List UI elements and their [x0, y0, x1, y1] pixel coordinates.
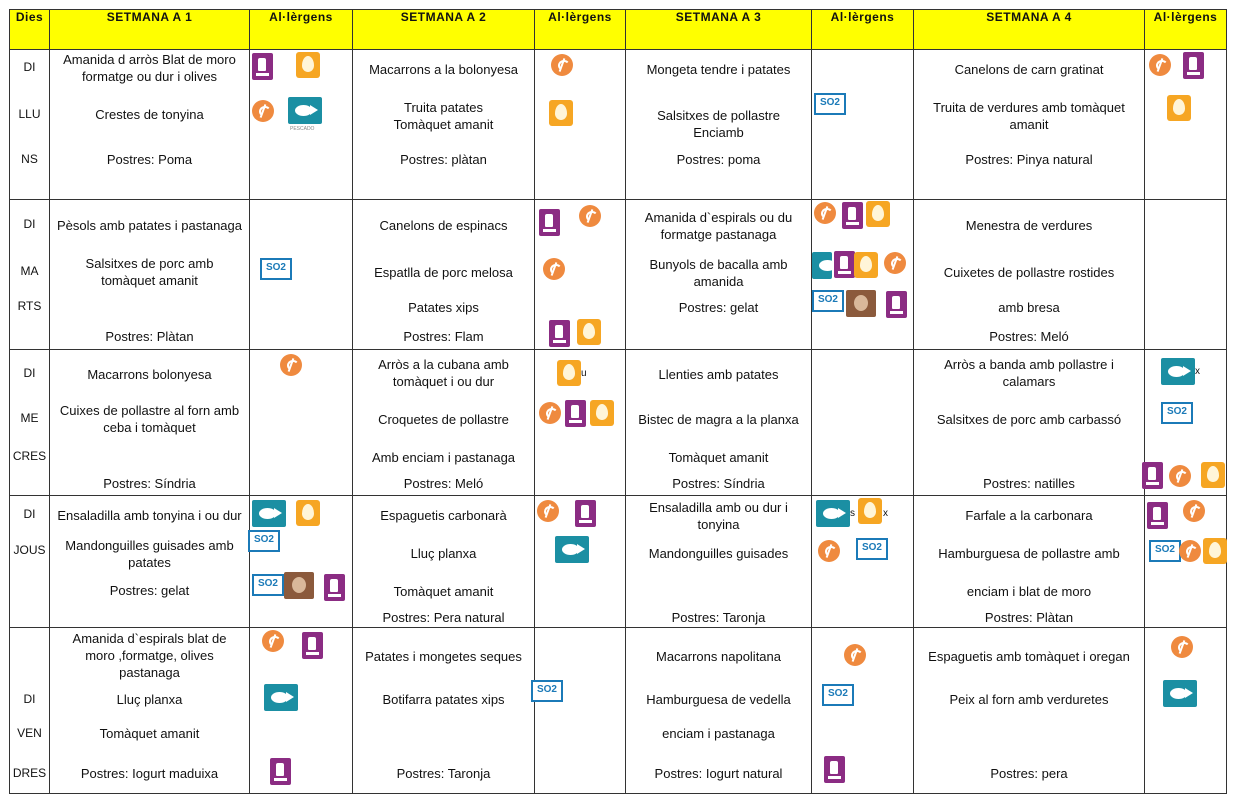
meal-line: Truita patates	[403, 100, 483, 115]
meal-cell	[626, 200, 812, 350]
note-mark: x	[1195, 366, 1200, 377]
meal-cell	[50, 496, 250, 628]
gluten-icon	[884, 252, 906, 274]
meal-line: Ensaladilla amb tonyina i ou dur	[57, 508, 242, 523]
meal-line: Lluç planxa	[410, 546, 477, 561]
header-row	[10, 10, 1227, 50]
meal-line: Postres: Síndria	[103, 476, 196, 491]
meal-line: Tomàquet amanit	[393, 584, 494, 599]
meal-line: Postres: Meló	[403, 476, 484, 491]
meal-line: Menestra de verdures	[965, 218, 1093, 233]
meal-line: Cuixetes de pollastre rostides	[943, 265, 1115, 280]
meal-line: Truita de verdures amb tomàquet	[933, 100, 1125, 115]
huevos-icon	[296, 500, 320, 526]
allergen-cell	[812, 50, 914, 200]
gluten-icon	[844, 644, 866, 666]
header-days: Dies	[10, 10, 50, 50]
header-allergens-3: Al·lèrgens	[812, 10, 914, 50]
frutos-secos-icon	[284, 572, 314, 599]
allergen-cell	[535, 350, 626, 496]
meal-line: Botifarra patates xips	[382, 692, 505, 707]
meal-line: Canelons de espinacs	[379, 218, 508, 233]
meal-line: Postres: plàtan	[400, 152, 487, 167]
meal-line: Salsitxes de porc amb	[85, 256, 214, 271]
meal-line: calamars	[1002, 374, 1056, 389]
lacteos-icon	[575, 500, 596, 527]
lacteos-icon	[1142, 462, 1163, 489]
meal-line: formatge ou dur i olives	[81, 69, 218, 84]
pescado-label: PESCADO	[290, 126, 315, 132]
gluten-icon	[1179, 540, 1201, 562]
meal-line: tonyina	[697, 517, 740, 532]
lacteos-icon	[886, 291, 907, 318]
pescado-icon	[252, 500, 286, 527]
day-cell	[10, 496, 50, 628]
lacteos-icon	[842, 202, 863, 229]
meal-cell	[914, 350, 1145, 496]
meal-line: moro ,formatge, olives	[85, 648, 214, 663]
meal-line: Postres: gelat	[678, 300, 759, 315]
meal-line: Tomàquet amanit	[668, 450, 769, 465]
sulfitos-icon: SO2	[1149, 540, 1181, 562]
meal-line: Postres: natilles	[983, 476, 1075, 491]
meal-line: formatge pastanaga	[660, 227, 777, 242]
allergen-cell	[535, 628, 626, 794]
lacteos-icon	[324, 574, 345, 601]
meal-line: Postres: Plàtan	[105, 329, 194, 344]
allergen-cell	[535, 496, 626, 628]
lacteos-icon	[824, 756, 845, 783]
meal-line: Croquetes de pollastre	[378, 412, 509, 427]
meal-line: Postres: poma	[676, 152, 761, 167]
allergen-cell	[250, 350, 353, 496]
meal-line: Arròs a banda amb pollastre i	[944, 357, 1114, 372]
allergen-cell	[1145, 200, 1227, 350]
meal-line: Postres: Plàtan	[984, 610, 1074, 625]
huevos-icon	[577, 319, 601, 345]
meal-line: Peix al forn amb verduretes	[949, 692, 1109, 707]
lacteos-icon	[1147, 502, 1168, 529]
allergen-cell	[535, 50, 626, 200]
sulfitos-icon: SO2	[822, 684, 854, 706]
lacteos-icon	[270, 758, 291, 785]
sulfitos-icon: SO2	[856, 538, 888, 560]
meal-line: Macarrons napolitana	[655, 649, 782, 664]
lacteos-icon	[549, 320, 570, 347]
meal-line: Postres: Meló	[989, 329, 1069, 344]
allergen-cell	[1145, 50, 1227, 200]
row-dimarts	[10, 200, 1227, 350]
meal-line: Espaguetis carbonarà	[380, 508, 507, 523]
gluten-icon	[1171, 636, 1193, 658]
huevos-icon	[1203, 538, 1227, 564]
allergen-cell	[812, 200, 914, 350]
meal-line: Postres: Pera natural	[382, 610, 505, 625]
meal-line: Postres: Taronja	[396, 766, 491, 781]
gluten-icon	[1169, 465, 1191, 487]
meal-line: Macarrons bolonyesa	[87, 367, 212, 382]
huevos-icon	[866, 201, 890, 227]
meal-line: Postres: Pinya natural	[965, 152, 1093, 167]
meal-cell	[626, 350, 812, 496]
meal-line: Amanida d arròs Blat de moro	[63, 52, 236, 67]
gluten-icon	[280, 354, 302, 376]
meal-line: ceba i tomàquet	[103, 420, 196, 435]
meal-line: Macarrons a la bolonyesa	[369, 62, 518, 77]
meal-line: Arròs a la cubana amb	[378, 357, 509, 372]
lacteos-icon	[565, 400, 586, 427]
meal-line: Patates xips	[408, 300, 479, 315]
pescado-icon	[1161, 358, 1195, 385]
gluten-icon	[543, 258, 565, 280]
meal-cell	[914, 50, 1145, 200]
allergen-cell	[1145, 628, 1227, 794]
gluten-icon	[818, 540, 840, 562]
meal-line: Salsitxes de porc amb carbassó	[936, 412, 1122, 427]
meal-cell	[353, 50, 535, 200]
header-week4: SETMANA A 4	[914, 10, 1145, 50]
lacteos-icon	[539, 209, 560, 236]
sulfitos-icon: SO2	[812, 290, 844, 312]
meal-line: Espaguetis amb tomàquet i oregan	[928, 649, 1130, 664]
row-dimecres	[10, 350, 1227, 496]
header-week1: SETMANA A 1	[50, 10, 250, 50]
meal-cell	[50, 50, 250, 200]
meal-line: Postres: Flam	[403, 329, 484, 344]
sulfitos-icon: SO2	[248, 530, 280, 552]
day-cell	[10, 628, 50, 794]
meal-line: Tomàquet amanit	[393, 117, 494, 132]
pescado-icon	[1163, 680, 1197, 707]
meal-line: Amb enciam i pastanaga	[371, 450, 516, 465]
meal-cell	[914, 496, 1145, 628]
meal-cell	[353, 628, 535, 794]
allergen-cell	[250, 200, 353, 350]
meal-cell	[50, 350, 250, 496]
huevos-icon	[590, 400, 614, 426]
allergen-cell	[812, 496, 914, 628]
meal-line: pastanaga	[119, 665, 180, 680]
meal-line: Salsitxes de pollastre Enciamb	[657, 108, 780, 140]
meal-line: Canelons de carn gratinat	[954, 62, 1104, 77]
meal-line: enciam i blat de moro	[966, 584, 1092, 599]
sulfitos-icon: SO2	[814, 93, 846, 115]
day-part: JOUS	[13, 543, 46, 557]
allergen-cell	[812, 628, 914, 794]
meal-line: patates	[128, 555, 171, 570]
meal-line: amanida	[693, 274, 744, 289]
huevos-icon	[854, 252, 878, 278]
meal-line: Postres: pera	[990, 766, 1068, 781]
header-allergens-4: Al·lèrgens	[1145, 10, 1227, 50]
huevos-icon	[1201, 462, 1225, 488]
gluten-icon	[1149, 54, 1171, 76]
frutos-secos-icon	[846, 290, 876, 317]
gluten-icon	[1183, 500, 1205, 522]
huevos-icon	[557, 360, 581, 386]
header-allergens-2: Al·lèrgens	[535, 10, 626, 50]
meal-line: tomàquet amanit	[101, 273, 198, 288]
meal-line: Espatlla de porc melosa	[374, 265, 513, 280]
day-cell	[10, 350, 50, 496]
pescado-icon	[816, 500, 850, 527]
header-allergens-1: Al·lèrgens	[250, 10, 353, 50]
meal-line: Postres: Poma	[106, 152, 193, 167]
day-part: DI	[23, 692, 36, 706]
allergen-cell	[1145, 496, 1227, 628]
meal-line: Bistec de magra a la planxa	[638, 412, 799, 427]
pescado-icon	[812, 252, 832, 279]
day-cell	[10, 50, 50, 200]
day-part: VEN	[17, 726, 42, 740]
meal-line: Hamburguesa de pollastre amb	[938, 546, 1120, 561]
meal-cell	[914, 200, 1145, 350]
pescado-icon	[555, 536, 589, 563]
meal-line: Amanida d`espirals blat de	[72, 631, 227, 646]
day-part: LLU	[18, 107, 41, 121]
sulfitos-icon: SO2	[260, 258, 292, 280]
day-part: DI	[23, 507, 36, 521]
meal-line: Crestes de tonyina	[95, 107, 204, 122]
meal-line: Patates i mongetes seques	[365, 649, 522, 664]
row-dijous	[10, 496, 1227, 628]
meal-line: Postres: Iogurt maduixa	[80, 766, 219, 781]
row-divendres	[10, 628, 1227, 794]
gluten-icon	[579, 205, 601, 227]
meal-line: Ensaladilla amb ou dur i	[649, 500, 788, 515]
pescado-icon	[288, 97, 322, 124]
meal-line: Mandonguilles guisades	[648, 546, 789, 561]
day-part: ME	[20, 411, 39, 425]
meal-line: amb bresa	[998, 300, 1060, 315]
meal-line: amanit	[1009, 117, 1049, 132]
day-part: CRES	[12, 449, 47, 463]
note-mark: u	[581, 368, 587, 379]
meal-cell	[353, 350, 535, 496]
gluten-icon	[539, 402, 561, 424]
lacteos-icon	[302, 632, 323, 659]
day-part: DRES	[12, 766, 47, 780]
allergen-cell	[250, 628, 353, 794]
allergen-cell	[250, 496, 353, 628]
day-part: RTS	[17, 299, 42, 313]
meal-line: Pèsols amb patates i pastanaga	[56, 218, 242, 233]
day-part: DI	[23, 60, 36, 74]
meal-cell	[914, 628, 1145, 794]
meal-cell	[626, 628, 812, 794]
huevos-icon	[296, 52, 320, 78]
meal-line: Postres: gelat	[109, 583, 190, 598]
huevos-icon	[549, 100, 573, 126]
day-cell	[10, 200, 50, 350]
meal-line: Mandonguilles guisades amb	[65, 538, 234, 553]
meal-cell	[353, 496, 535, 628]
sulfitos-icon: SO2	[252, 574, 284, 596]
huevos-icon	[1167, 95, 1191, 121]
meal-line: Tomàquet amanit	[99, 726, 200, 741]
gluten-icon	[262, 630, 284, 652]
gluten-icon	[814, 202, 836, 224]
meal-line: Llenties amb patates	[658, 367, 779, 382]
meal-line: Amanida d`espirals ou du	[644, 210, 793, 225]
note-mark: x	[883, 508, 888, 519]
header-week3: SETMANA A 3	[626, 10, 812, 50]
header-week2: SETMANA A 2	[353, 10, 535, 50]
meal-line: Postres: Taronja	[671, 610, 766, 625]
lacteos-icon	[1183, 52, 1204, 79]
gluten-icon	[551, 54, 573, 76]
meal-line: Farfale a la carbonara	[965, 508, 1093, 523]
huevos-icon	[858, 498, 882, 524]
day-part: NS	[21, 152, 38, 166]
day-part: DI	[23, 217, 36, 231]
sulfitos-icon: SO2	[1161, 402, 1193, 424]
meal-line: Cuixes de pollastre al forn amb	[59, 403, 240, 418]
lacteos-icon	[252, 53, 273, 80]
gluten-icon	[252, 100, 274, 122]
allergen-cell	[250, 50, 353, 200]
sulfitos-icon: SO2	[531, 680, 563, 702]
meal-cell	[626, 50, 812, 200]
allergen-cell	[535, 200, 626, 350]
row-dilluns	[10, 50, 1227, 200]
meal-line: Postres: Síndria	[672, 476, 765, 491]
day-part: MA	[20, 264, 39, 278]
meal-line: Mongeta tendre i patates	[646, 62, 791, 77]
meal-line: enciam i pastanaga	[662, 726, 775, 741]
allergen-cell	[812, 350, 914, 496]
gluten-icon	[537, 500, 559, 522]
note-mark: s	[850, 508, 855, 519]
meal-line: Bunyols de bacalla amb	[649, 257, 788, 272]
pescado-icon	[264, 684, 298, 711]
lacteos-icon	[834, 251, 855, 278]
meal-line: Postres: Iogurt natural	[654, 766, 783, 781]
day-part: DI	[23, 366, 36, 380]
meal-cell	[626, 496, 812, 628]
meal-cell	[50, 200, 250, 350]
meal-line: Hamburguesa de vedella	[646, 692, 791, 707]
menu-table	[9, 9, 1227, 794]
meal-cell	[50, 628, 250, 794]
meal-line: Lluç planxa	[116, 692, 183, 707]
meal-line: tomàquet i ou dur	[392, 374, 495, 389]
meal-cell	[353, 200, 535, 350]
allergen-cell	[1145, 350, 1227, 496]
